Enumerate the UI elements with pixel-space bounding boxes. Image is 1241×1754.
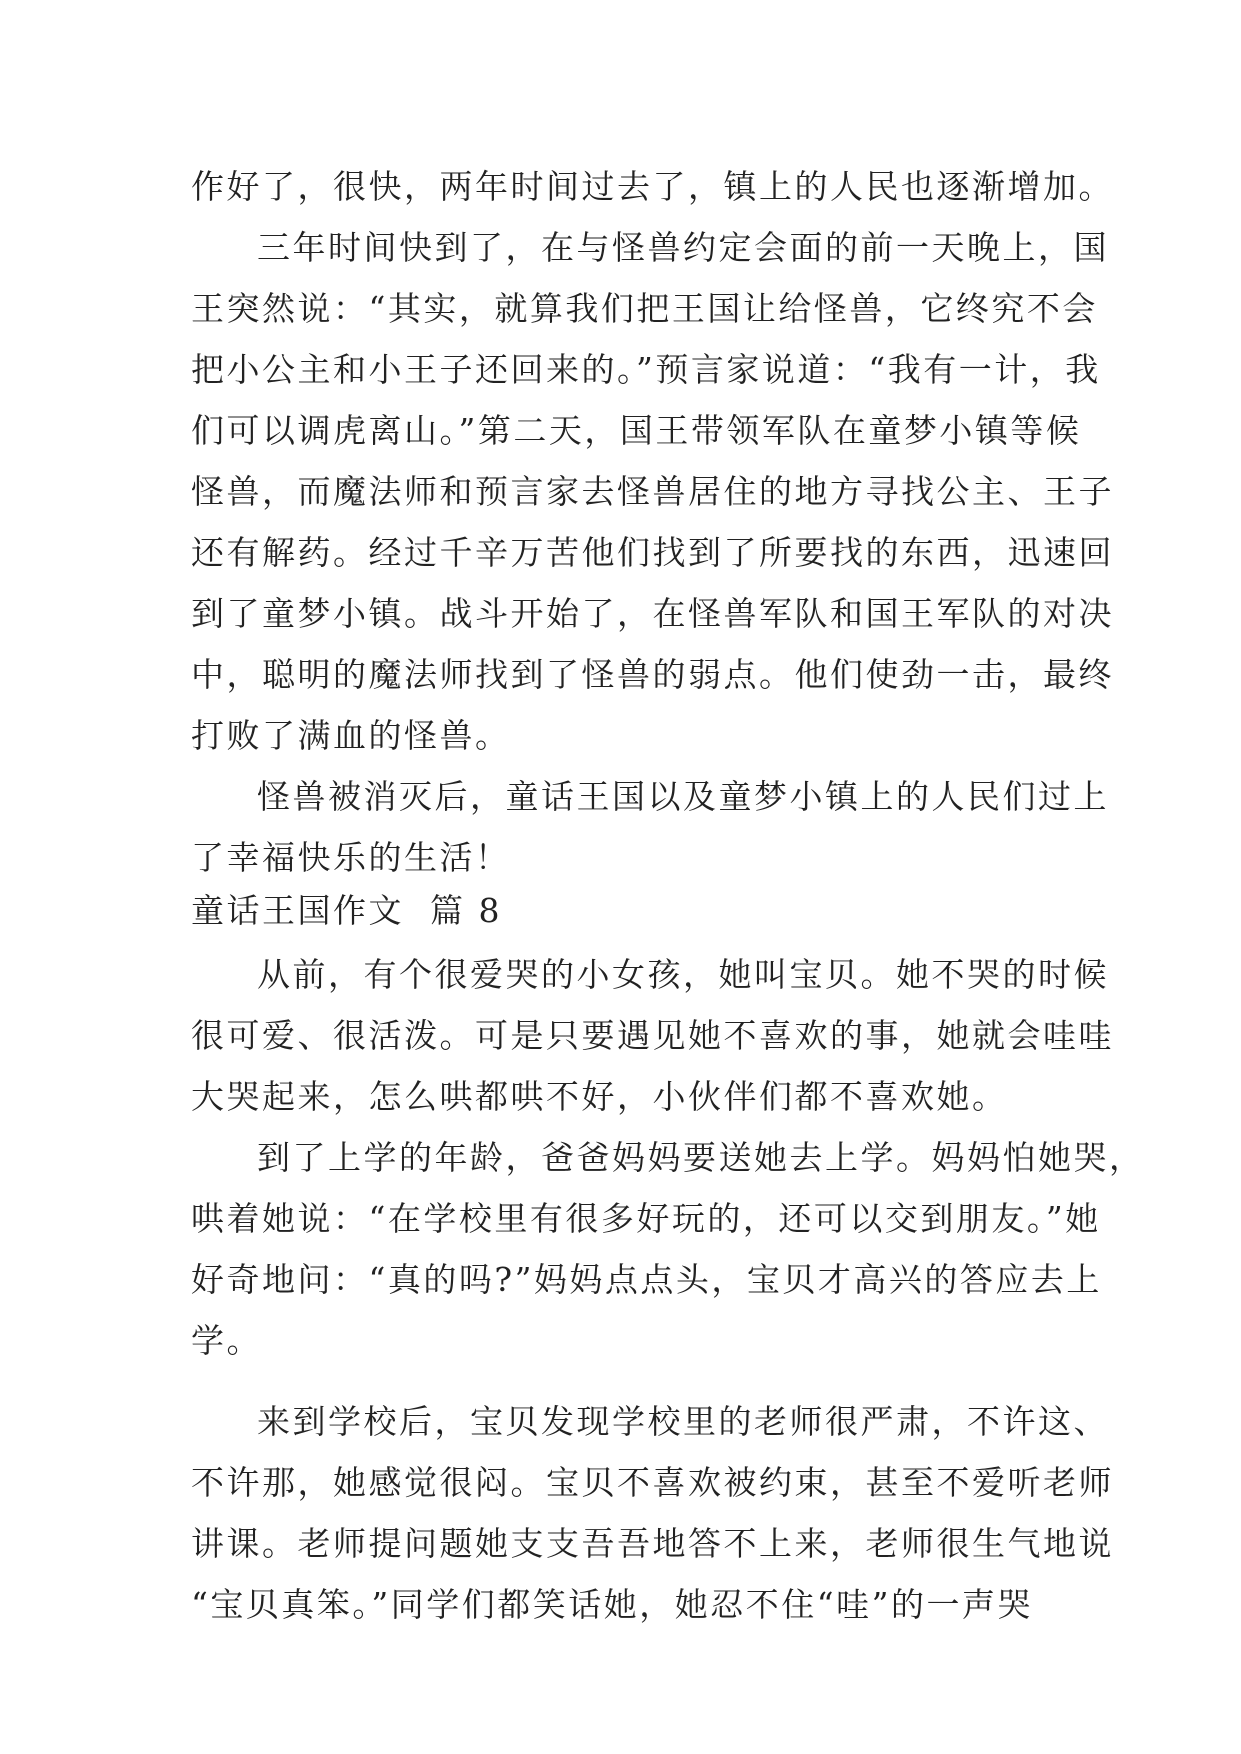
paragraph-start-line: 怪兽被消灭后，童话王国以及童梦小镇上的人民们过上 (257, 777, 1109, 816)
section-heading: 童话王国作文 篇 8 (191, 891, 502, 930)
text-line: 哄着她说：“在学校里有很多好玩的，还可以交到朋友。”她 (191, 1199, 1101, 1238)
text-line: 到了童梦小镇。战斗开始了，在怪兽军队和国王军队的对决 (191, 594, 1114, 633)
text-line: 中，聪明的魔法师找到了怪兽的弱点。他们使劲一击，最终 (191, 655, 1114, 694)
text-line: 把小公主和小王子还回来的。”预言家说道：“我有一计，我 (191, 350, 1101, 389)
text-line: “宝贝真笨。”同学们都笑话她，她忍不住“哇”的一声哭 (191, 1585, 1033, 1624)
text-line: 学。 (191, 1321, 262, 1360)
paragraph-start-line: 三年时间快到了，在与怪兽约定会面的前一天晚上，国 (257, 228, 1109, 267)
text-line: 王突然说：“其实，就算我们把王国让给怪兽，它终究不会 (191, 289, 1098, 328)
text-line: 们可以调虎离山。”第二天，国王带领军队在童梦小镇等候 (191, 411, 1082, 450)
paragraph-start-line: 来到学校后，宝贝发现学校里的老师很严肃，不许这、 (257, 1402, 1109, 1441)
paragraph-start-line: 到了上学的年龄，爸爸妈妈要送她去上学。妈妈怕她哭， (257, 1138, 1145, 1177)
text-line: 好奇地问：“真的吗?”妈妈点点头，宝贝才高兴的答应去上 (191, 1260, 1102, 1299)
text-line: 大哭起来，怎么哄都哄不好，小伙伴们都不喜欢她。 (191, 1077, 1008, 1116)
text-line: 不许那，她感觉很闷。宝贝不喜欢被约束，甚至不爱听老师 (191, 1463, 1114, 1502)
text-line: 作好了，很快，两年时间过去了，镇上的人民也逐渐增加。 (191, 167, 1114, 206)
text-line: 了幸福快乐的生活！ (191, 838, 511, 877)
text-line: 怪兽，而魔法师和预言家去怪兽居住的地方寻找公主、王子 (191, 472, 1114, 511)
text-line: 还有解药。经过千辛万苦他们找到了所要找的东西，迅速回 (191, 533, 1114, 572)
paragraph-start-line: 从前，有个很爱哭的小女孩，她叫宝贝。她不哭的时候 (257, 955, 1109, 994)
text-line: 打败了满血的怪兽。 (191, 716, 511, 755)
text-line: 讲课。老师提问题她支支吾吾地答不上来，老师很生气地说 (191, 1524, 1114, 1563)
text-line: 很可爱、很活泼。可是只要遇见她不喜欢的事，她就会哇哇 (191, 1016, 1114, 1055)
